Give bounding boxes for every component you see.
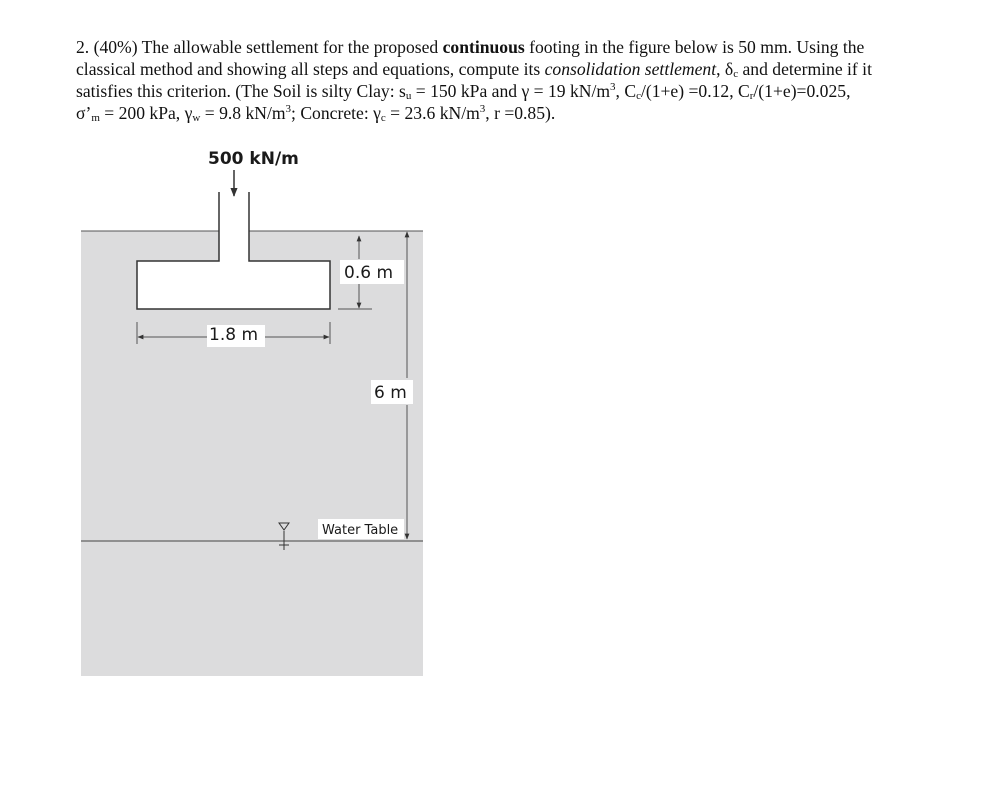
text-segment: and determine if it bbox=[738, 59, 872, 79]
text-segment: = 9.8 kN/m bbox=[200, 103, 286, 123]
text-segment: classical method and showing all steps and equations, compute its bbox=[76, 59, 545, 79]
subscript: c bbox=[636, 90, 641, 102]
subscript: r bbox=[749, 90, 754, 102]
text-segment: σ’ bbox=[76, 103, 92, 123]
subscript: c bbox=[380, 112, 386, 124]
text-segment: , C bbox=[615, 81, 637, 101]
text-segment: /(1+e) =0.12, C bbox=[640, 81, 750, 101]
subscript: w bbox=[192, 112, 201, 124]
text-segment: = 200 kPa, γ bbox=[99, 103, 193, 123]
text-segment: ; Concrete: γ bbox=[291, 103, 381, 123]
emphasis-consolidation-settlement: consolidation settlement bbox=[544, 59, 717, 79]
text-segment: , δ bbox=[716, 59, 734, 79]
text-segment: footing in the figure below is 50 mm. Using the bbox=[524, 37, 865, 57]
text-segment: = 150 kPa and γ = 19 kN/m bbox=[411, 81, 611, 101]
subscript: u bbox=[405, 90, 412, 102]
superscript: 3 bbox=[610, 81, 616, 93]
text-segment: satisfies this criterion. (The Soil is silty Clay: s bbox=[76, 81, 406, 101]
subscript: c bbox=[733, 68, 739, 80]
water-table-label: Water Table bbox=[322, 523, 399, 538]
load-label: 500 kN/m bbox=[208, 149, 299, 169]
superscript: 3 bbox=[479, 103, 486, 115]
superscript: 3 bbox=[285, 103, 292, 115]
emphasis-continuous: continuous bbox=[442, 37, 525, 57]
depth-label: 6 m bbox=[374, 383, 407, 403]
text-segment: = 23.6 kN/m bbox=[385, 103, 480, 123]
thickness-label: 0.6 m bbox=[344, 263, 393, 283]
text-segment: /(1+e)=0.025, bbox=[753, 81, 851, 101]
text-segment: 2. (40%) The allowable settlement for the proposed bbox=[76, 37, 443, 57]
text-segment: , r =0.85). bbox=[485, 103, 556, 123]
subscript: m bbox=[91, 112, 100, 124]
width-label: 1.8 m bbox=[209, 325, 258, 345]
